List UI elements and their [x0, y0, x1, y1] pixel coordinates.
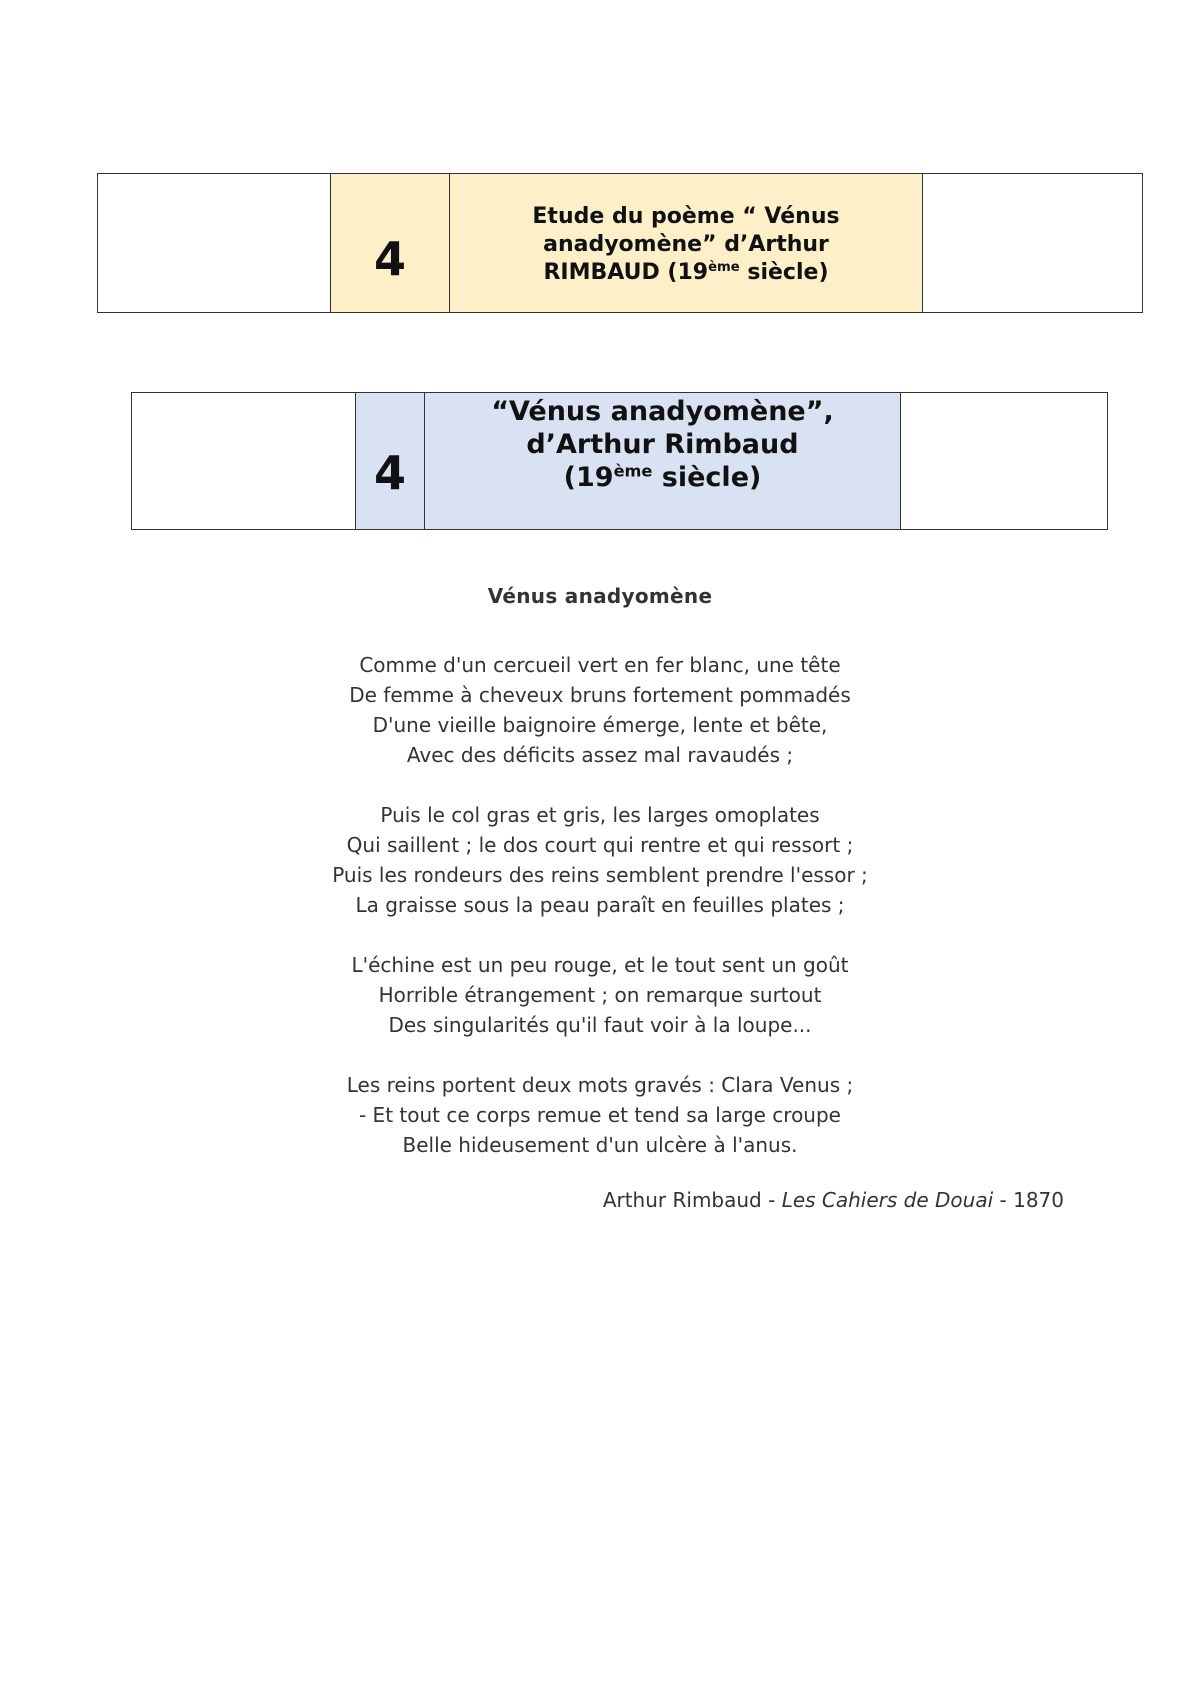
poem-line: Qui saillent ; le dos court qui rentre et qui ressort ;: [346, 833, 854, 857]
lesson-title-line-1: “Vénus anadyomène”,: [491, 396, 834, 427]
lesson-title: [424, 393, 900, 529]
stanza: [0, 800, 1200, 920]
poem-line: Puis le col gras et gris, les larges omoplates: [380, 803, 820, 827]
poem-body: [0, 650, 1200, 1190]
stanza: [0, 1070, 1200, 1160]
lesson-title-line-3: RIMBAUD (19ème siècle): [543, 260, 829, 285]
lesson-title-line-1: Etude du poème “ Vénus: [532, 204, 840, 229]
credit-author: Arthur Rimbaud -: [602, 1188, 782, 1212]
lesson-title-line-2: anadyomène” d’Arthur: [543, 232, 829, 257]
lesson-header-table-1: [97, 173, 1143, 313]
credit-year: - 1870: [993, 1188, 1064, 1212]
superscript-ordinal: ème: [708, 260, 740, 276]
lesson-title-line-3: (19ème siècle): [563, 461, 762, 493]
poem-line: Puis les rondeurs des reins semblent prendre l'essor ;: [332, 863, 868, 887]
lesson-title-line-2: d’Arthur Rimbaud: [526, 429, 799, 460]
poem-line: De femme à cheveux bruns fortement pommadés: [349, 683, 851, 707]
poem-line: Des singularités qu'il faut voir à la loupe...: [388, 1013, 812, 1037]
poem-line: Belle hideusement d'un ulcère à l'anus.: [402, 1133, 798, 1157]
stanza: [0, 650, 1200, 770]
poem-line: - Et tout ce corps remue et tend sa large croupe: [358, 1103, 841, 1127]
poem-title: Vénus anadyomène: [487, 584, 713, 608]
header-blank-cell-left: [132, 393, 355, 529]
poem-line: D'une vieille baignoire émerge, lente et bête,: [372, 713, 828, 737]
credit-work: Les Cahiers de Douai: [781, 1188, 994, 1212]
superscript-ordinal: ème: [613, 461, 653, 481]
lesson-number: 4: [330, 174, 449, 312]
poem-line: Les reins portent deux mots gravés : Clara Venus ;: [346, 1073, 854, 1097]
header-blank-cell-right: [922, 174, 1142, 312]
header-blank-cell-right: [900, 393, 1107, 529]
lesson-number: 4: [355, 393, 424, 529]
lesson-header-table-2: [131, 392, 1108, 530]
lesson-title: [449, 174, 922, 312]
poem-line: Avec des déficits assez mal ravaudés ;: [406, 743, 794, 767]
poem-line: L'échine est un peu rouge, et le tout sent un goût: [351, 953, 849, 977]
poem-line: Horrible étrangement ; on remarque surtout: [378, 983, 822, 1007]
stanza: [0, 950, 1200, 1040]
header-blank-cell-left: [98, 174, 330, 312]
poem-line: La graisse sous la peau paraît en feuilles plates ;: [355, 893, 845, 917]
poem-credit: [603, 1188, 1064, 1212]
poem-line: Comme d'un cercueil vert en fer blanc, une tête: [359, 653, 841, 677]
